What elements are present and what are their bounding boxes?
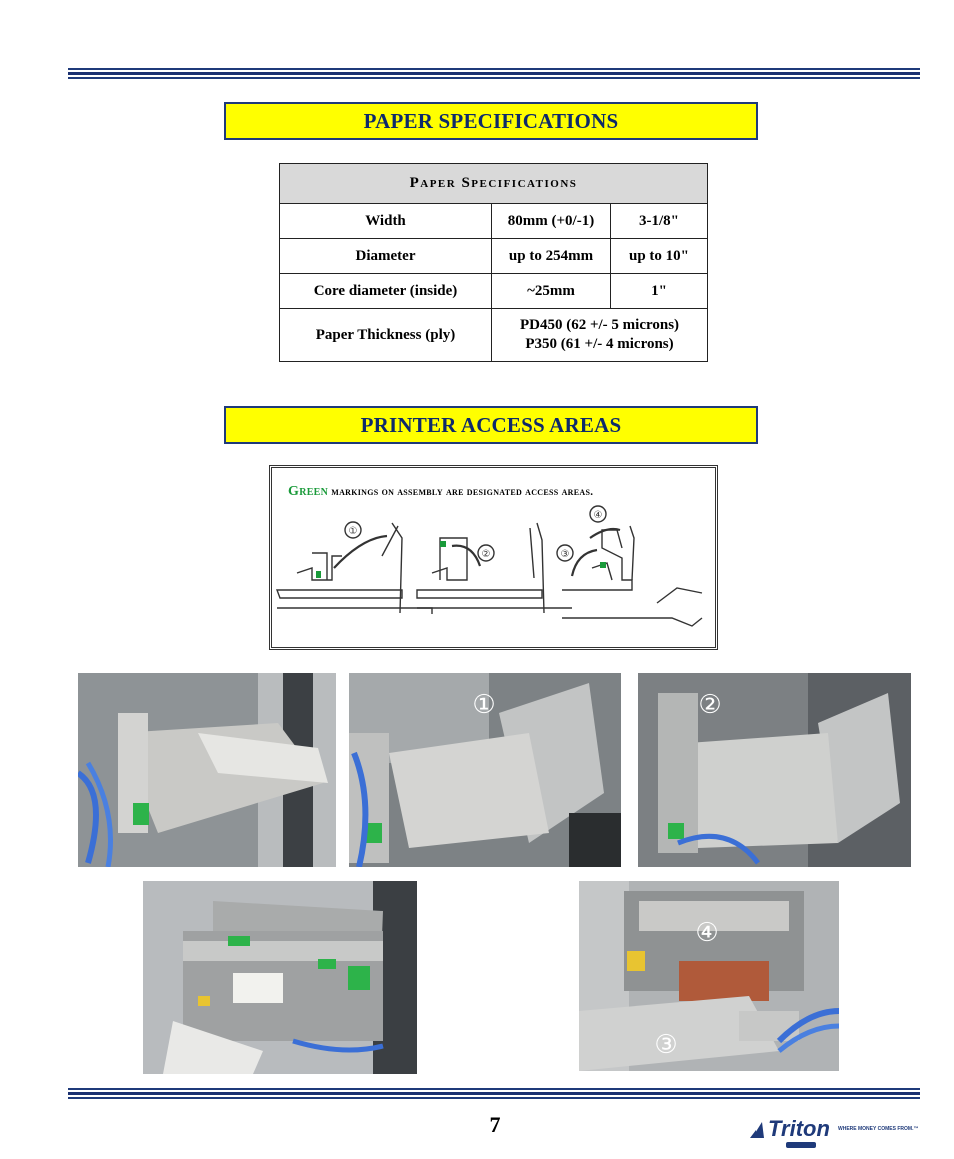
top-rule	[68, 68, 920, 81]
triton-sail-icon	[748, 1120, 768, 1140]
bottom-rule	[68, 1088, 920, 1101]
paper-specifications-banner	[224, 102, 758, 140]
logo-sub-badge	[786, 1142, 816, 1148]
thickness-line-1: PD450 (62 +/- 5 microns)	[519, 317, 680, 333]
printer-photo-closed	[78, 673, 336, 867]
thickness-line-2: P350 (61 +/- 4 microns)	[525, 336, 674, 352]
access-area-diagram	[269, 465, 718, 650]
diagram-label-1: ①	[348, 526, 358, 537]
table-row	[280, 204, 708, 239]
thickness-label: Paper Thickness (ply)	[280, 309, 492, 362]
row-label: Width	[280, 204, 492, 239]
green-word: Green	[288, 484, 329, 499]
diagram-label-3: ③	[560, 549, 570, 560]
diagram-label-4: ④	[593, 510, 603, 521]
logo-wordmark: Triton	[768, 1116, 830, 1141]
page-number: 7	[489, 1112, 501, 1137]
triton-logo	[746, 1116, 921, 1150]
printer-line-drawing	[272, 468, 715, 647]
printer-photo-open	[579, 881, 839, 1071]
logo-tagline: WHERE MONEY COMES FROM.™	[838, 1126, 919, 1132]
row-metric: ~25mm	[492, 274, 611, 309]
printer-access-areas-banner	[224, 406, 758, 444]
thickness-values	[492, 309, 708, 362]
note-text: markings on assembly are designated access areas.	[328, 486, 594, 498]
photo-label-2: ②	[698, 690, 722, 720]
row-imperial: 3-1/8"	[611, 204, 708, 239]
row-label: Diameter	[280, 239, 492, 274]
diagram-label-2: ②	[481, 549, 491, 560]
row-imperial: up to 10"	[611, 239, 708, 274]
paper-spec-table	[279, 163, 708, 362]
photo-label-1: ①	[472, 690, 496, 720]
row-metric: 80mm (+0/-1)	[492, 204, 611, 239]
photo-label-4: ④	[695, 918, 719, 948]
row-label: Core diameter (inside)	[280, 274, 492, 309]
table-row	[280, 239, 708, 274]
paper-specifications-title: PAPER SPECIFICATIONS	[363, 108, 619, 133]
printer-photo-front	[143, 881, 417, 1074]
printer-photo-area-1	[349, 673, 621, 867]
table-row	[280, 309, 708, 362]
spec-table-header: Paper Specifications	[280, 164, 708, 204]
row-metric: up to 254mm	[492, 239, 611, 274]
photo-label-3: ③	[654, 1030, 678, 1060]
row-imperial: 1"	[611, 274, 708, 309]
printer-photo-area-2	[638, 673, 911, 867]
table-row	[280, 274, 708, 309]
printer-access-areas-title: PRINTER ACCESS AREAS	[360, 412, 622, 437]
